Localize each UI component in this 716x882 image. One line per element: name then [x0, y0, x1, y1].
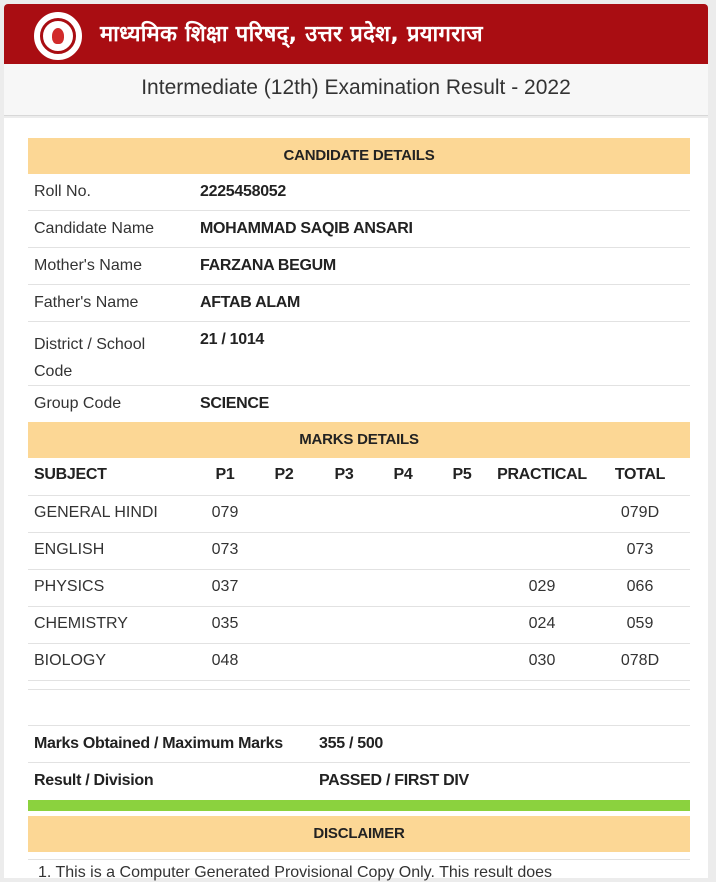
- exam-title-bar: [4, 64, 708, 116]
- father-name-row: [28, 285, 690, 322]
- marks-table-header: [28, 458, 690, 496]
- district-school-row: [28, 322, 690, 386]
- table-spacer-row: [28, 681, 690, 690]
- candidate-name-row: [28, 211, 690, 248]
- p1-cell: 048: [211, 652, 239, 669]
- practical-cell: 024: [528, 615, 556, 632]
- disclaimer-header: DISCLAIMER: [28, 816, 690, 852]
- column-header: P4: [393, 466, 413, 483]
- subject-cell: GENERAL HINDI: [34, 504, 158, 521]
- practical-cell: 030: [528, 652, 556, 669]
- p1-cell: 079: [211, 504, 239, 521]
- table-row: [28, 644, 690, 681]
- table-row: [28, 570, 690, 607]
- total-cell: 059: [626, 615, 654, 632]
- marks-details-header: MARKS DETAILS: [28, 422, 690, 458]
- candidate-details-header: CANDIDATE DETAILS: [28, 138, 690, 174]
- column-header: P2: [274, 466, 294, 483]
- marks-obtained-value: 355 / 500: [319, 735, 384, 752]
- exam-title: Intermediate (12th) Examination Result - 2022: [141, 76, 571, 99]
- column-header: P3: [334, 466, 354, 483]
- subject-cell: CHEMISTRY: [34, 615, 128, 632]
- field-label: Roll No.: [34, 183, 91, 200]
- p1-cell: 073: [211, 541, 239, 558]
- group-code-value: SCIENCE: [200, 395, 270, 412]
- column-header: TOTAL: [614, 466, 666, 483]
- summary-spacer-row: [28, 690, 690, 726]
- total-cell: 078D: [620, 652, 660, 669]
- father-name-value: AFTAB ALAM: [200, 294, 301, 311]
- result-division-value: PASSED / FIRST DIV: [319, 772, 469, 789]
- group-code-row: [28, 386, 690, 422]
- mother-name-value: FARZANA BEGUM: [200, 257, 336, 274]
- disclaimer-text: 1. This is a Computer Generated Provisional Copy Only. This result does: [38, 864, 553, 881]
- candidate-name-value: MOHAMMAD SAQIB ANSARI: [200, 220, 413, 237]
- field-label: Candidate Name: [34, 220, 155, 237]
- result-division-label: Result / Division: [34, 772, 154, 789]
- table-row: [28, 496, 690, 533]
- column-header: SUBJECT: [34, 466, 107, 483]
- header-banner: [4, 4, 708, 64]
- table-row: [28, 533, 690, 570]
- subject-cell: PHYSICS: [34, 578, 105, 595]
- field-label: Father's Name: [34, 294, 139, 311]
- p1-cell: 037: [211, 578, 239, 595]
- board-name: माध्यमिक शिक्षा परिषद्, उत्तर प्रदेश, प्रयागराज: [100, 22, 483, 47]
- total-cell: 079D: [620, 504, 660, 521]
- marks-obtained-row: [28, 726, 690, 763]
- total-cell: 073: [626, 541, 654, 558]
- p1-cell: 035: [211, 615, 239, 632]
- marks-obtained-label: Marks Obtained / Maximum Marks: [34, 735, 283, 752]
- subject-cell: BIOLOGY: [34, 652, 107, 669]
- subject-cell: ENGLISH: [34, 541, 105, 558]
- total-cell: 066: [626, 578, 654, 595]
- roll-no-row: [28, 174, 690, 211]
- column-header: PRACTICAL: [497, 466, 587, 483]
- disclaimer-divider: [28, 852, 690, 860]
- field-label: Mother's Name: [34, 257, 142, 274]
- practical-cell: 029: [528, 578, 556, 595]
- roll-no-value: 2225458052: [200, 183, 286, 200]
- field-label: District / School Code: [34, 336, 146, 380]
- result-division-row: [28, 763, 690, 800]
- pass-status-bar: [28, 800, 690, 811]
- district-school-value: 21 / 1014: [200, 331, 265, 348]
- mother-name-row: [28, 248, 690, 285]
- column-header: P1: [215, 466, 235, 483]
- result-card: [4, 118, 708, 881]
- field-label: Group Code: [34, 395, 122, 412]
- board-logo-icon: [34, 12, 82, 60]
- table-row: [28, 607, 690, 644]
- column-header: P5: [452, 466, 472, 483]
